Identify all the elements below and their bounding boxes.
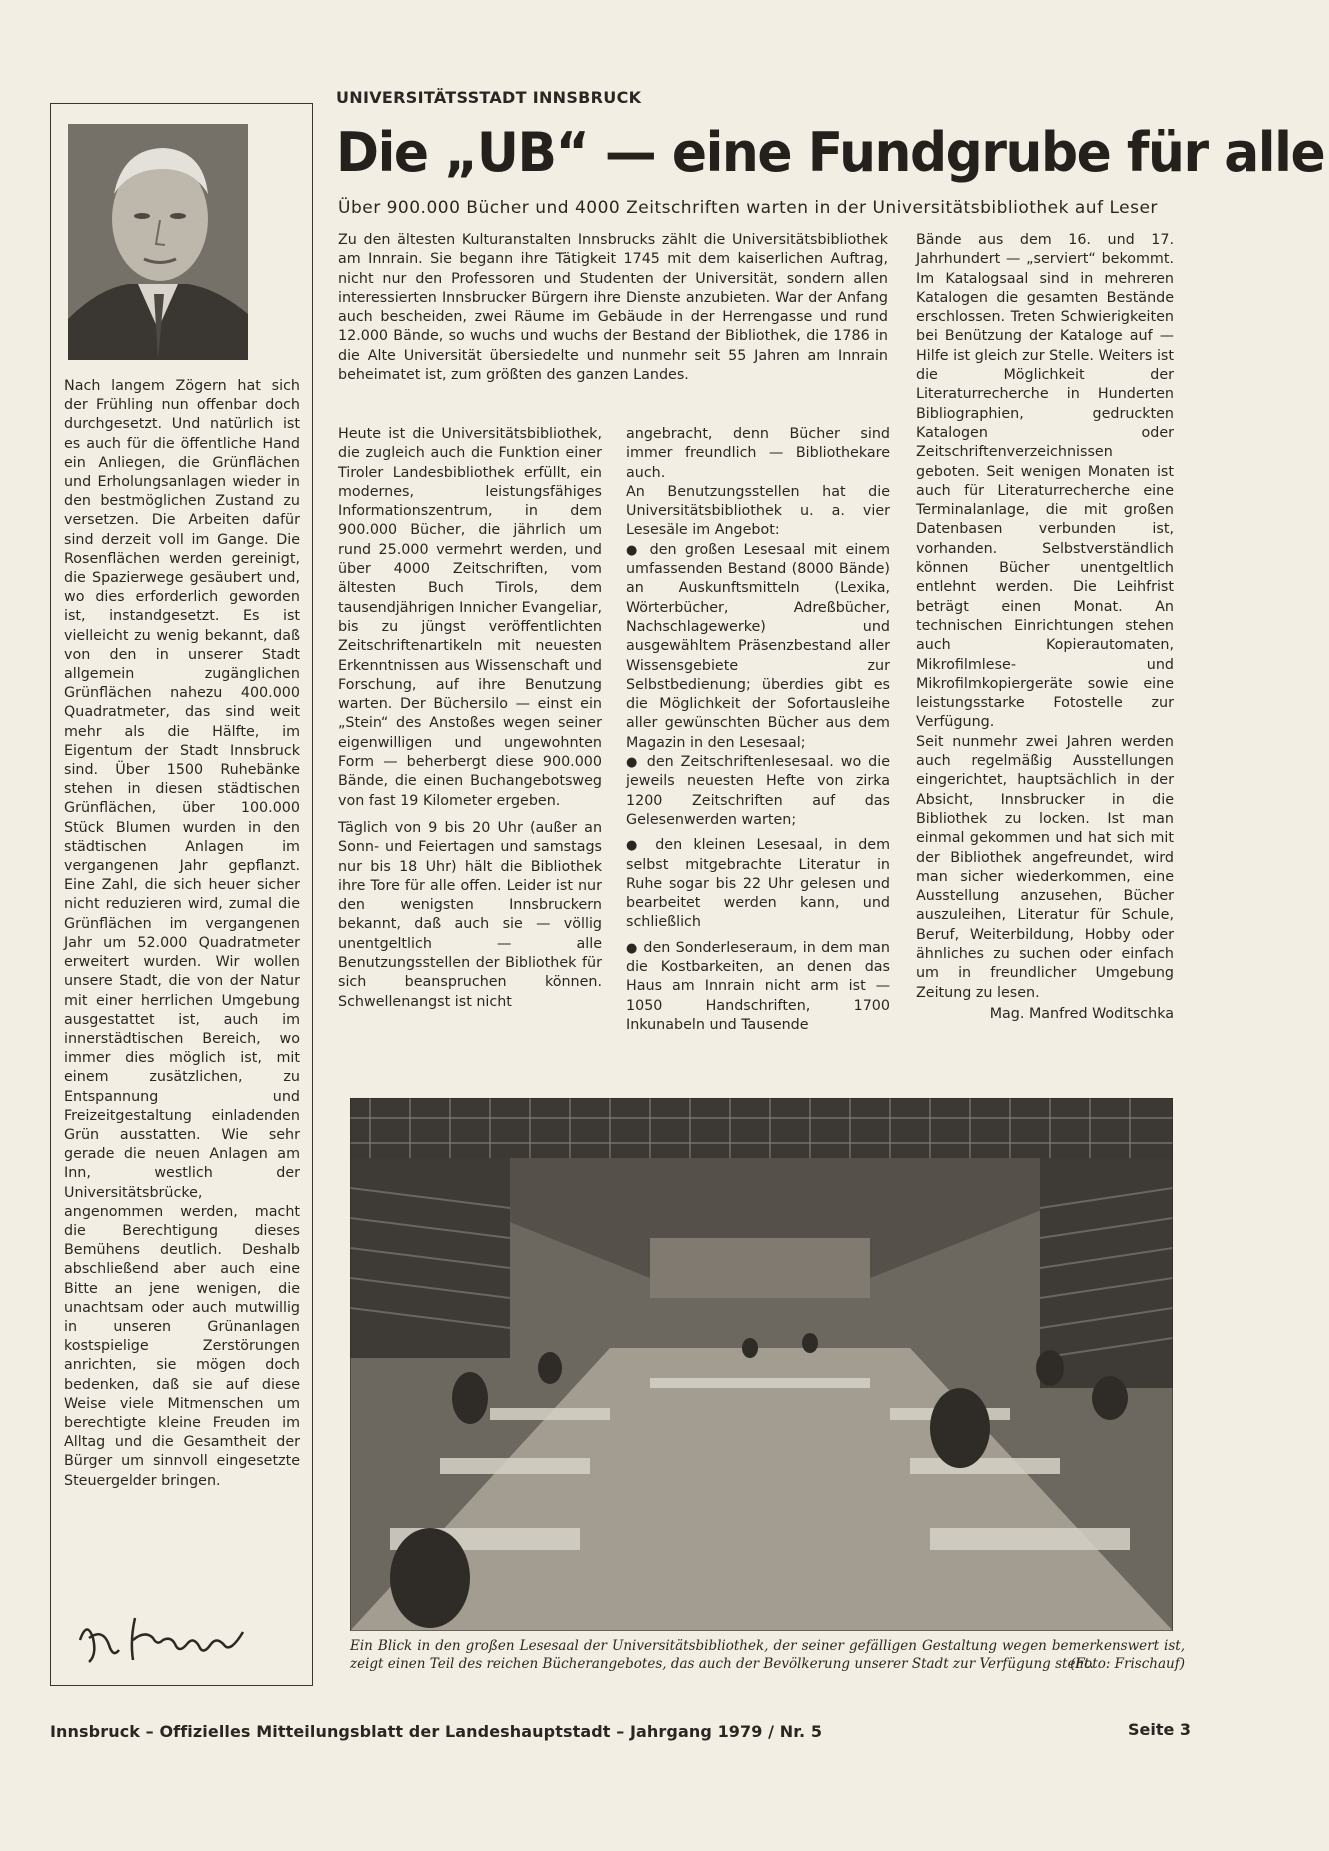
paragraph: Täglich von 9 bis 20 Uhr (außer an Sonn- und Feiertagen und samstags nur bis 18 Uhr) hält die Bibliothek ihre Tore für alle offen. Leider ist nur den wenigsten Innsbruckern bekannt, daß auch sie — völlig unentgeltlich — alle Benutzungsstellen der Bibliothek für sich beanspruchen können. Schwellenangst ist nicht xyxy=(338,819,602,1010)
list-item-text: den großen Lesesaal mit einem umfassenden Bestand (8000 Bände) an Auskunftsmitteln (Lexika, Wörterbücher, Adreßbücher, Nachschlagewerke) und ausgewähltem Präsenzbestand aller Wissensgebiete zur Selbstbedienung; überdies gibt es die Möglichkeit der Sofortausleihe aller gewünschten Bücher aus dem Magazin in den Lesesaal; xyxy=(626,541,891,751)
caption-text: Ein Blick in den großen Lesesaal der Universitätsbibliothek, der seiner gefälligen Gestaltung wegen bemerkenswert ist, zeigt einen Teil des reichen Bücherangebotes, das auch der Bevölkerung unserer Stadt zur Verfügung steht. xyxy=(350,1638,1185,1672)
list-item-text: den Sonderleseraum, in dem man die Kostbarkeiten, an denen das Haus am Innrain nicht arm ist — 1050 Handschriften, 1700 Inkunabeln und Tausende xyxy=(626,939,890,1033)
editorial-text: Nach langem Zögern hat sich der Frühling nun offenbar doch durchgesetzt. Und natürlich ist es auch für die öffentliche Hand ein Anliegen, die Grünflächen und Erholungsanlagen wieder in den bestmöglichen Zustand zu versetzen. Die Arbeiten dafür sind derzeit voll im Gange. Die Rosenflächen werden gereinigt, die Spazierwege gesäubert und, wo dies erforderlich geworden ist, instandgesetzt. Es ist vielleicht zu wenig bekannt, daß von den in unserer Stadt allgemein zugänglichen Grünflächen nahezu 400.000 Quadratmeter, das sind weit mehr als die Hälfte, im Eigentum der Stadt Innsbruck sind. Über 1500 Ruhebänke stehen in diesen städtischen Grünflächen, über 100.000 Stück Blumen wurden in den städtischen Anlagen im vergangenen Jahr gepflanzt. Eine Zahl, die sich heuer sicher nicht reduzieren wird, zumal die Grünflächen im vergangenen Jahr um 52.000 Quadratmeter erweitert wurden. Wir wollen unsere Stadt, die von der Natur mit einer herrlichen Umgebung ausgestattet ist, auch im innerstädtischen Bereich, wo immer dies möglich ist, mit einem zusätzlichen, zu Entspannung und Freizeitgestaltung einladenden Grün ausstatten. Wie sehr gerade die neuen Anlagen am Inn, westlich der Universitätsbrücke, angenommen werden, macht die Berechtigung dieses Bemühens deutlich. Deshalb abschließend aber auch eine Bitte an jene wenigen, die unachtsam oder auch mutwillig in unseren Grünanlagen kostspielige Zerstörungen anrichten, sie mögen doch bedenken, daß sie auf diese Weise viele Mitmenschen um berechtigte kleine Freuden im Alltag und die Gesamtheit der Bürger um sinnvoll eingesetzte Steuergelder bringen. xyxy=(64,378,300,1489)
bullet-icon: ● xyxy=(626,838,645,854)
intro-paragraph: Zu den ältesten Kulturanstalten Innsbrucks zählt die Universitätsbibliothek am Innrain. Sie begann ihre Tätigkeit 1745 mit dem kaiserlichen Auftrag, nicht nur den Professoren und Studenten der Universität, sondern allen interessierten Innsbrucker Bürgern ihre Dienste anzubieten. War der Anfang auch bescheiden, zwei Räume im Gebäude in der Herrengasse und rund 12.000 Bände, so wuchs und wuchs der Bestand der Bibliothek, die 1786 in die Alte Universität übersiedelte und nunmehr seit 55 Jahren am Innrain beheimatet ist, zum größten des ganzen Landes. xyxy=(338,232,888,384)
editorial-box xyxy=(50,103,313,1686)
article-column-2 xyxy=(338,425,602,1020)
list-item xyxy=(626,753,890,830)
subheadline: Über 900.000 Bücher und 4000 Zeitschriften warten in der Universitätsbibliothek auf Leser xyxy=(338,198,1158,218)
bullet-icon: ● xyxy=(626,940,639,956)
photo-credit: (Foto: Frischauf) xyxy=(1070,1655,1185,1672)
article-column-4 xyxy=(916,231,1174,1024)
list-item-text: den kleinen Lesesaal, in dem selbst mitgebrachte Literatur in Ruhe sogar bis 22 Uhr gelesen und bearbeitet werden kann, und schließlich xyxy=(626,837,891,931)
portrait-photo xyxy=(68,124,248,360)
list-item xyxy=(626,836,890,932)
list-item-text: den Zeitschriftenlesesaal. wo die jeweils neuesten Hefte von zirka 1200 Zeitschriften auf das Gelesenwerden warten; xyxy=(626,754,891,828)
paragraph: Bände aus dem 16. und 17. Jahrhundert — „serviert“ bekommt. Im Katalogsaal sind in mehreren Katalogen die gesamten Bestände erschlossen. Treten Schwierigkeiten bei Benützung der Kataloge auf — Hilfe ist gleich zur Stelle. Weiters ist die Möglichkeit der Literaturrecherche in Hunderten Bibliographien, gedruckten Katalogen oder Zeitschriftenverzeichnissen geboten. Seit wenigen Monaten ist auch für Literaturrecherche eine Terminalanlage, die mit großen Datenbasen verbunden ist, vorhanden. Selbstverständlich können Bücher unentgeltlich entlehnt werden. Die Leihfrist beträgt einen Monat. An technischen Einrichtungen stehen auch Kopierautomaten, Mikrofilmlese- und Mikrofilmkopiergeräte sowie eine leistungsstarke Fotostelle zur Verfügung. xyxy=(916,232,1174,731)
bullet-icon: ● xyxy=(626,542,642,558)
paragraph: angebracht, denn Bücher sind immer freundlich — Bibliothekare auch. xyxy=(626,426,890,481)
publication-footer: Innsbruck – Offizielles Mitteilungsblatt der Landeshauptstadt – Jahrgang 1979 / Nr. 5 xyxy=(50,1722,823,1741)
page-number: Seite 3 xyxy=(1128,1720,1192,1739)
page-title: Die „UB“ — eine Fundgrube für alle xyxy=(336,121,1325,184)
signature xyxy=(75,1610,255,1668)
list-item xyxy=(626,541,890,753)
list-item xyxy=(626,939,890,1035)
paragraph: Heute ist die Universitätsbibliothek, die zugleich auch die Funktion einer Tiroler Landesbibliothek erfüllt, ein modernes, leistungsfähiges Informationszentrum, in dem 900.000 Bücher, die jährlich um rund 25.000 vermehrt werden, und über 4000 Zeitschriften, vom ältesten Buch Tirols, dem tausendjährigen Innicher Evangeliar, bis zu jüngst veröffentlichten Zeitschriftenartikeln mit neuesten Erkenntnissen aus Wissenschaft und Forschung, auf ihre Benutzung warten. Der Büchersilo — einst ein „Stein“ des Anstoßes wegen seiner eigenwilligen und ungewohnten Form — beherbergt diese 900.000 Bände, die einen Buchangebotsweg von fast 19 Kilometer ergeben. xyxy=(338,426,602,809)
reading-room-photo xyxy=(350,1098,1173,1631)
section-kicker: UNIVERSITÄTSSTADT INNSBRUCK xyxy=(336,88,642,107)
author-byline: Mag. Manfred Woditschka xyxy=(989,1005,1174,1022)
paragraph: An Benutzungsstellen hat die Universitätsbibliothek u. a. vier Lesesäle im Angebot: xyxy=(626,483,890,539)
bullet-icon: ● xyxy=(626,755,640,771)
article-column-3 xyxy=(626,425,890,1035)
photo-caption xyxy=(350,1638,1185,1673)
paragraph: Seit nunmehr zwei Jahren werden auch regelmäßig Ausstellungen eingerichtet, hauptsächlich in der Absicht, Innsbrucker in die Bibliothek zu locken. Ist man einmal gekommen und hat sich mit der Bibliothek angefreundet, wird man sicher wiederkommen, eine Ausstellung anzusehen, Bücher auszuleihen, Literatur für Schule, Beruf, Weiterbildung, Hobby oder ähnliches zu suchen oder einfach um in freundlicher Umgebung Zeitung zu lesen. xyxy=(916,733,1174,1001)
